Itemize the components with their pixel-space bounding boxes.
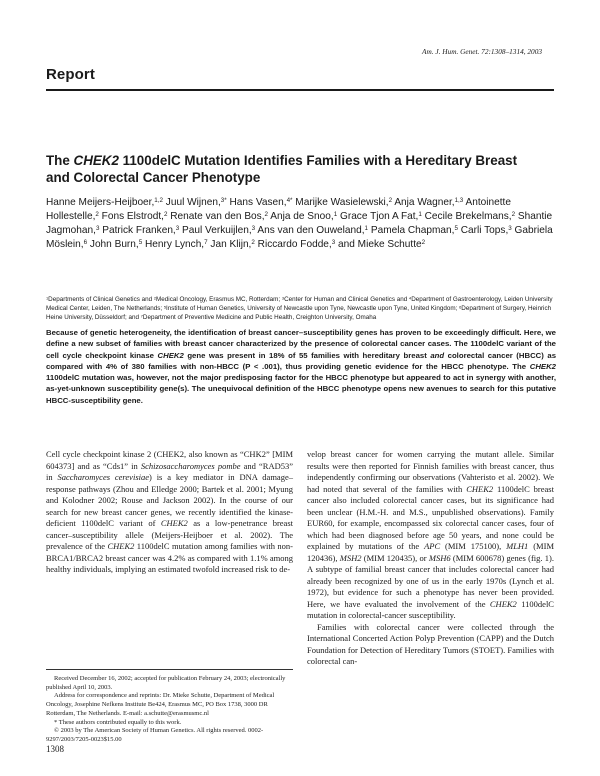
text-run: Because of genetic heterogeneity, the identification of breast cancer–susceptibility genes has proven to be exceedingly difficult. Here, we define a new subset of families with breast cancer characterized by the presence of colorectal cancer cases. The 1100delC variant of the cell cycle checkpoint kinase xyxy=(46,328,556,360)
text-run: (MIM 175100), xyxy=(440,541,507,551)
author-name: Ans van den Ouweland, xyxy=(257,225,365,236)
affiliation-text: Department of Surgery, Heinrich Heine University, Düsseldorf; and xyxy=(46,304,552,321)
author-name: John Burn, xyxy=(89,239,139,250)
italic-term: CHEK2 xyxy=(466,483,494,494)
author-name: Antoinette Hollestelle, xyxy=(46,197,511,222)
author-affiliation-mark: 2 xyxy=(251,239,255,247)
author-affiliation-mark: 3 xyxy=(251,225,256,233)
author-name: Hans Vasen, xyxy=(229,197,287,208)
text-run: as a low-penetrance breast cancer–susceptibility allele (Meijers-Heijboer et al. 2002). The prevalence of the xyxy=(46,518,293,551)
affiliation-mark: 5 xyxy=(163,304,167,310)
author xyxy=(371,225,458,236)
author-affiliation-mark: 2 xyxy=(421,239,426,247)
affiliations xyxy=(46,296,556,322)
author-name: Cecile Brekelmans, xyxy=(424,211,512,222)
author-affiliation-mark: 6 xyxy=(83,239,88,247)
affiliation-mark: 3 xyxy=(281,295,285,301)
author xyxy=(145,239,208,250)
body-paragraph xyxy=(307,622,554,668)
affiliation-text: Medical Oncology, Erasmus MC, Rotterdam; xyxy=(156,296,282,303)
author-name: Anja de Snoo, xyxy=(270,211,334,222)
author xyxy=(394,197,463,208)
author-name: Juul Wijnen, xyxy=(165,197,221,208)
author xyxy=(230,197,293,208)
body-paragraph xyxy=(307,449,554,622)
author-name: Hanne Meijers-Heijboer, xyxy=(46,197,155,208)
author-name: Paul Verkuijlen, xyxy=(182,225,252,236)
text-run: velop breast cancer for women carrying the mutant allele. Similar results were then reported for Finnish families with breast cancer, thus independently confirming our observations (Vahteristo et al. 2002). We had noted that several of the families with xyxy=(307,449,554,494)
text-run: 1100delC mutation in colorectal-cancer susceptibility. xyxy=(307,598,554,620)
author-affiliation-mark: 2 xyxy=(264,211,269,219)
affiliation-mark: 4 xyxy=(409,295,412,301)
text-run: 1100delC mutation was, however, not the major predisposing factor for the HBCC phenotype but appeared to act in synergy with another, as-yet-unknown susceptibility gene(s). The unequivocal definition of the HBCC phenotype opens new avenues to search for this putative HBCC-susceptibility gene. xyxy=(46,373,556,405)
text-run: 1100delC breast cancer also included colorectal cancer cases, but its significance had been unclear (H.M.-H. and M.S., unpublished observations). Family EUR60, for example, encompassed six colorectal cancer cases, four of which had been diagnosed before age 50 years, and none could be explained by mutations of the xyxy=(307,483,554,551)
author xyxy=(338,239,425,250)
article-title xyxy=(46,152,536,186)
body-column-right xyxy=(307,449,554,668)
affiliation-text: Center for Human and Clinical Genetics and xyxy=(284,296,410,303)
author xyxy=(257,225,368,236)
footnote-correspondence: Address for correspondence and reprints: Dr. Mieke Schutte, Department of Medical Oncology, Josephine Nefkens Institute Be424, Erasmus MC, PO Box 1738, 3000 DR Rotterdam, The Netherlands. E-mail: a.schutte@erasmusmc.nl xyxy=(46,692,275,717)
author-affiliation-mark: 3 xyxy=(508,225,512,233)
title-prefix: The xyxy=(46,153,74,168)
italic-term: Schizosaccharomyces pombe xyxy=(140,460,241,471)
author-name: Anja Wagner, xyxy=(394,197,455,208)
section-divider xyxy=(46,89,554,91)
body-paragraph xyxy=(46,449,293,576)
author xyxy=(461,225,512,236)
author-name: Fons Elstrodt, xyxy=(101,211,164,222)
body-column-left xyxy=(46,449,293,576)
italic-term: CHEK2 xyxy=(160,518,188,528)
author-name: Shantie Jagmohan, xyxy=(46,211,553,236)
author-affiliation-mark: 7 xyxy=(204,239,208,247)
author-affiliation-mark: 2 xyxy=(388,197,393,205)
author-affiliation-mark: 4* xyxy=(286,197,293,205)
author-affiliation-mark: 3 xyxy=(331,239,336,247)
author-affiliation-mark: 2 xyxy=(95,211,99,219)
affiliation-mark: 2 xyxy=(153,295,157,301)
author xyxy=(170,211,268,222)
author-name: Riccardo Fodde, xyxy=(257,239,332,250)
text-run: ) is a key mediator in DNA damage–response pathways (Zhou and Elledge 2000; Bartek et al. 2001; Myung and Kolodner 2002; Rouse and Jackson 2002). In the course of our search for new breast cancer genes, we recently identified the kinase-deficient 1100delC variant of xyxy=(46,472,293,528)
author xyxy=(182,225,255,236)
footnote-divider xyxy=(46,669,293,670)
author xyxy=(46,197,163,208)
author-name: Patrick Franken, xyxy=(102,225,176,236)
author-affiliation-mark: 1 xyxy=(364,225,369,233)
section-label: Report xyxy=(46,66,95,83)
footnote-equal-contribution: * These authors contributed equally to this work. xyxy=(54,718,182,726)
author xyxy=(258,239,336,250)
text-run: (MIM 120435), or xyxy=(361,552,429,563)
author-affiliation-mark: 2 xyxy=(163,211,168,219)
author-affiliation-mark: 1,2 xyxy=(154,197,163,205)
affiliation-text: Department of Preventive Medicine and Public Health, Creighton University, Omaha xyxy=(142,313,377,321)
author-affiliation-mark: 2 xyxy=(511,211,516,219)
text-run: Cell cycle checkpoint kinase 2 (CHEK2, also known as “CHK2” [MIM 604373] and as “Cds1” in xyxy=(46,449,293,471)
italic-term: APC xyxy=(424,541,441,551)
author-name: Grace Tjon A Fat, xyxy=(339,211,419,222)
footnotes xyxy=(46,675,293,745)
author-name: Jan Klijn, xyxy=(210,239,252,250)
author-affiliation-mark: 3* xyxy=(220,197,227,205)
author-affiliation-mark: 3 xyxy=(175,225,180,233)
author-affiliation-mark: 1,3 xyxy=(454,197,464,205)
text-run: 1100delC mutation among families with non-BRCA1/BRCA2 breast cancer was 4.2% as compared with 1.1% among healthy individuals, implying an estimated twofold increased risk to de- xyxy=(46,541,293,574)
author-name: Renate van den Bos, xyxy=(170,211,265,222)
author xyxy=(102,211,168,222)
author xyxy=(90,239,142,250)
author xyxy=(210,239,254,250)
page-number: 1308 xyxy=(46,744,64,754)
title-gene: CHEK2 xyxy=(73,153,119,168)
author-name: Gabriela Möslein, xyxy=(46,225,553,250)
author-list xyxy=(46,196,556,252)
author-affiliation-mark: 5 xyxy=(138,239,143,247)
author-affiliation-mark: 1 xyxy=(333,211,338,219)
italic-term: Saccharomyces cerevisiae xyxy=(57,472,150,482)
italic-term: MSH2 xyxy=(339,552,362,563)
text-run: (MIM 600678) genes (fig. 1). A subtype of familial breast cancer that includes colorectal cancer had already been recognized by one of us in the early 1970s (Lynch et al. 1972), but evidence for such a phenotype has never been provided. Here, we have evaluated the involvement of the xyxy=(307,552,554,609)
author-name: Marijke Wasielewski, xyxy=(295,197,389,208)
title-suffix: 1100delC Mutation Identifies Families with a Hereditary Breast and Colorectal Cancer Phenotype xyxy=(46,153,518,185)
author-name: Henry Lynch, xyxy=(145,239,205,250)
italic-term: CHEK2 xyxy=(157,350,184,360)
text-run: Families with colorectal cancer were collected through the International Concerted Action Polyp Prevention (CAPP) and the Dutch Foundation for Detection of Hereditary Tumors (STOET). Families with colorectal can- xyxy=(307,621,554,666)
italic-term: CHEK2 xyxy=(107,541,135,551)
italic-term: MSH6 xyxy=(428,552,451,563)
text-run: (MIM 120436), xyxy=(307,541,554,563)
footnote-copyright: © 2003 by The American Society of Human Genetics. All rights reserved. 0002-9297/2003/7205-0023$15.00 xyxy=(46,727,264,743)
author-affiliation-mark: 3 xyxy=(95,225,100,233)
affiliation-text: Departments of Clinical Genetics and xyxy=(48,296,154,303)
author xyxy=(295,197,392,208)
author xyxy=(270,211,337,222)
affiliation-text: Department of Gastroenterology, Leiden University Medical Center, Leiden, The Netherlands; xyxy=(46,296,553,312)
author xyxy=(425,211,515,222)
author xyxy=(340,211,422,222)
author xyxy=(166,197,227,208)
text-run: colorectal cancer (HBCC) as compared with 4% of 380 families with non-HBCC (P < .001), thus providing genetic evidence for the HBCC phenotype. The xyxy=(46,350,557,371)
author-affiliation-mark: 1 xyxy=(418,211,422,219)
text-run: and “RAD53” in xyxy=(46,460,293,482)
author-affiliation-mark: 5 xyxy=(454,225,458,233)
italic-term: CHEK2 xyxy=(489,598,517,609)
footnote-received: Received December 16, 2002; accepted for publication February 24, 2003; electronically published April 10, 2003. xyxy=(46,675,286,691)
italic-term: MLH1 xyxy=(506,541,529,551)
affiliation-mark: 1 xyxy=(46,295,49,301)
author-name: and Mieke Schutte xyxy=(338,239,422,250)
italic-term: CHEK2 xyxy=(529,361,556,371)
author xyxy=(102,225,179,236)
author-name: Carli Tops, xyxy=(460,225,509,236)
affiliation-mark: 6 xyxy=(459,304,462,310)
abstract xyxy=(46,327,556,406)
italic-term: and xyxy=(430,350,445,360)
affiliation-mark: 7 xyxy=(140,312,143,318)
author-name: Pamela Chapman, xyxy=(370,225,455,236)
text-run: gene was present in 18% of 55 families with hereditary breast xyxy=(183,350,431,360)
journal-citation: Am. J. Hum. Genet. 72:1308–1314, 2003 xyxy=(422,47,542,56)
affiliation-text: Institute of Human Genetics, University of Newcastle upon Tyne, Newcastle upon Tyne, United Kingdom; xyxy=(166,304,460,312)
